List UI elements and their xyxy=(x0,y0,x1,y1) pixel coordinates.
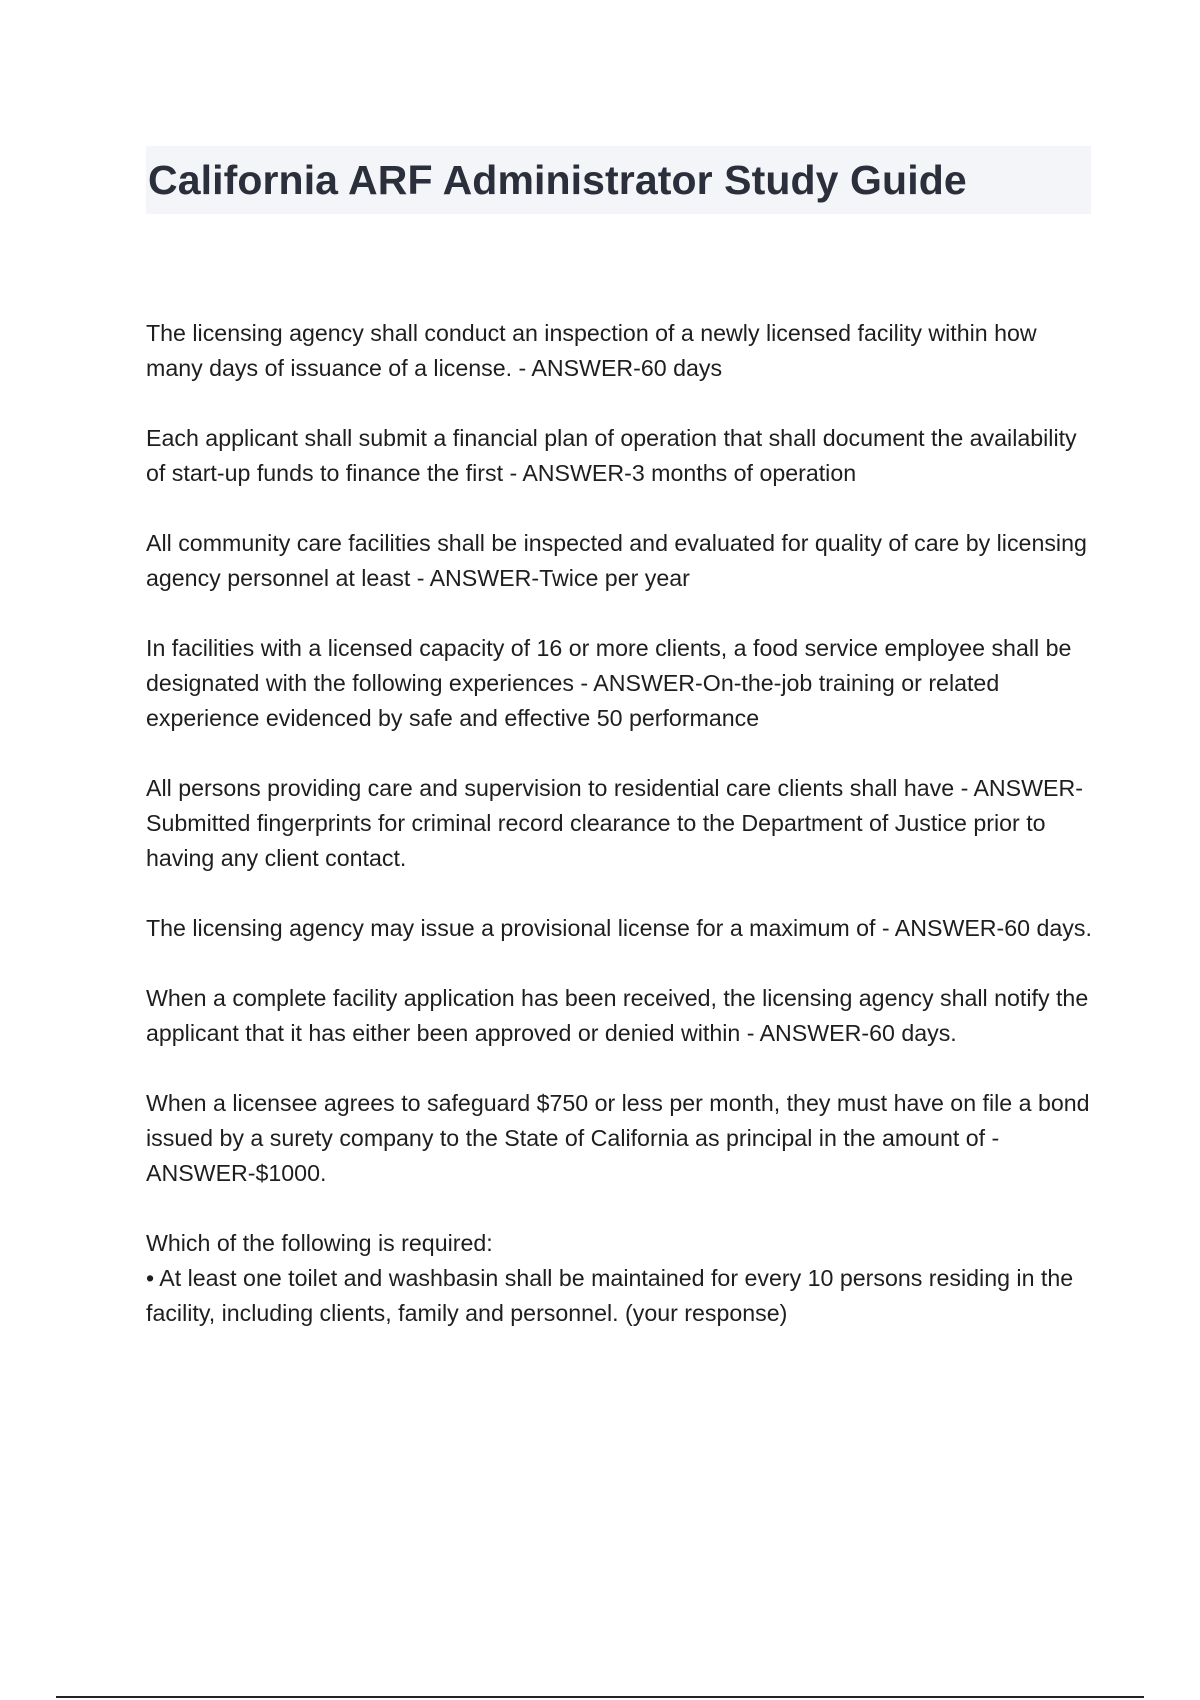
qa-question: All persons providing care and supervision to residential care clients shall have - xyxy=(146,775,974,801)
qa-answer: ANSWER-$1000. xyxy=(146,1160,327,1186)
qa-item xyxy=(146,421,1096,491)
qa-question: The licensing agency shall conduct an inspection of a newly licensed facility within how many days of issuance of a license. - xyxy=(146,320,1037,381)
title-banner xyxy=(146,146,1091,214)
qa-question: When a licensee agrees to safeguard $750 or less per month, they must have on file a bond issued by a surety company to the State of California as principal in the amount of - xyxy=(146,1090,1090,1151)
qa-item-multiple-choice xyxy=(146,1226,1096,1331)
qa-item xyxy=(146,631,1096,736)
qa-answer: ANSWER-Submitted fingerprints for criminal record clearance to the Department of Justice prior to having any client contact. xyxy=(146,775,1083,871)
qa-item xyxy=(146,1086,1096,1191)
qa-answer: ANSWER-60 days. xyxy=(894,915,1092,941)
qa-answer: ANSWER-60 days. xyxy=(759,1020,957,1046)
qa-option: • At least one toilet and washbasin shall be maintained for every 10 persons residing in the facility, including clients, family and personnel. (your response) xyxy=(146,1265,1074,1326)
qa-answer: ANSWER-3 months of operation xyxy=(522,460,857,486)
qa-item xyxy=(146,771,1096,876)
qa-item xyxy=(146,526,1096,596)
qa-question: Which of the following is required: xyxy=(146,1230,493,1256)
page-title: California ARF Administrator Study Guide xyxy=(148,156,967,203)
qa-question: Each applicant shall submit a financial plan of operation that shall document the availability of start-up funds to finance the first - xyxy=(146,425,1077,486)
qa-answer: ANSWER-On-the-job training or related experience evidenced by safe and effective 50 performance xyxy=(146,670,1000,731)
qa-question: The licensing agency may issue a provisional license for a maximum of - xyxy=(146,915,895,941)
qa-answer: ANSWER-Twice per year xyxy=(429,565,690,591)
qa-question: All community care facilities shall be inspected and evaluated for quality of care by licensing agency personnel at least - xyxy=(146,530,1087,591)
qa-item xyxy=(146,981,1096,1051)
qa-item xyxy=(146,911,1096,946)
qa-item xyxy=(146,316,1096,386)
footer-divider xyxy=(56,1696,1144,1698)
qa-question: In facilities with a licensed capacity of 16 or more clients, a food service employee shall be designated with the following experiences - xyxy=(146,635,1072,696)
qa-list xyxy=(146,316,1096,1366)
qa-answer: ANSWER-60 days xyxy=(531,355,723,381)
qa-question: When a complete facility application has been received, the licensing agency shall notify the applicant that it has either been approved or denied within - xyxy=(146,985,1089,1046)
